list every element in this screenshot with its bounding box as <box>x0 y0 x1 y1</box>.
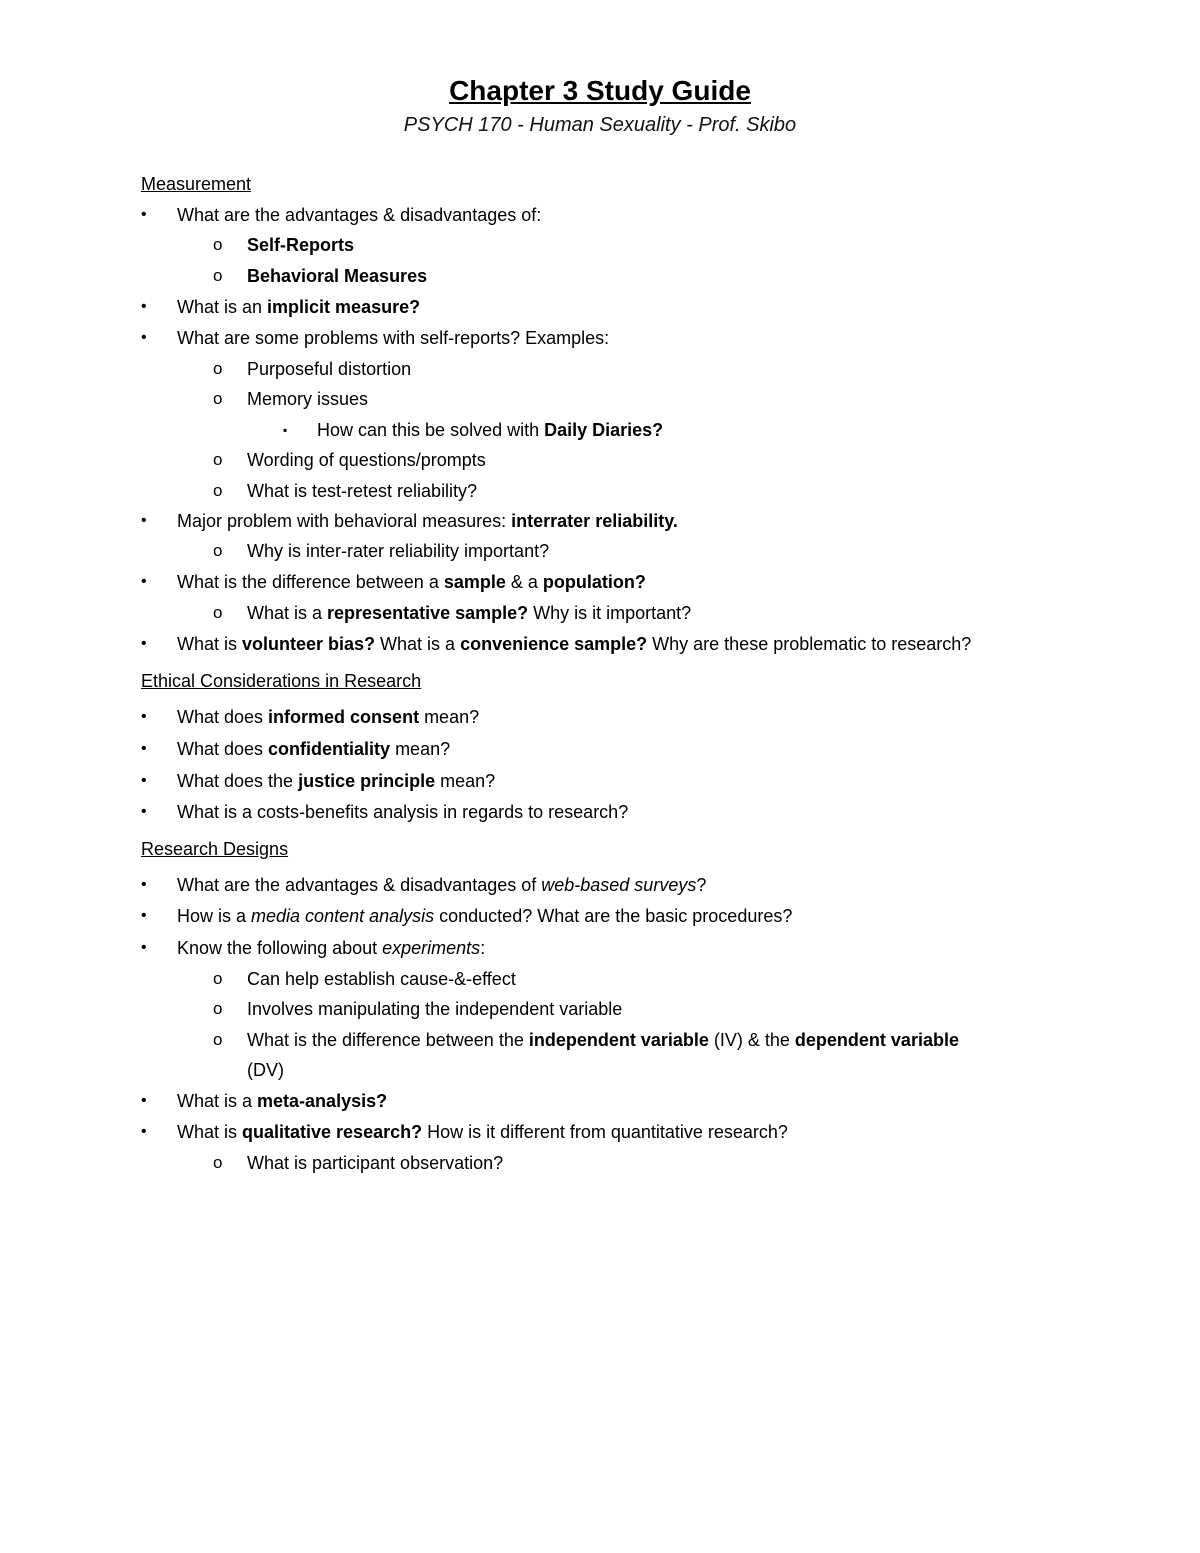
list-item: o What is the difference between the independent variable (IV) & the dependent variable <box>213 1030 959 1050</box>
bullet-icon: ▪ <box>283 423 288 437</box>
bullet-icon: • <box>141 512 147 529</box>
bullet-icon: o <box>213 450 223 469</box>
bullet-icon: • <box>141 635 147 652</box>
list-item: • What is a meta-analysis? <box>141 1091 388 1111</box>
page-subtitle: PSYCH 170 - Human Sexuality - Prof. Skibo <box>403 114 797 136</box>
bullet-icon: o <box>213 969 223 988</box>
section-heading-designs: Research Designs <box>141 839 289 859</box>
list-item: • Major problem with behavioral measures: interrater reliability. <box>141 511 678 531</box>
list-item: o Purposeful distortion <box>213 359 412 379</box>
bullet-icon: o <box>213 541 223 560</box>
list-item: o What is a representative sample? Why is it important? <box>213 603 692 623</box>
bullet-icon: • <box>141 907 147 924</box>
list-item: o Involves manipulating the independent variable <box>213 999 623 1019</box>
list-item: o Can help establish cause-&-effect <box>213 969 516 989</box>
bullet-icon: o <box>213 481 223 500</box>
bullet-icon: • <box>141 876 147 893</box>
list-item: o What is test-retest reliability? <box>213 481 478 501</box>
list-item: • What does confidentiality mean? <box>141 739 451 759</box>
list-item: • Know the following about experiments: <box>141 938 486 958</box>
section-heading-measurement: Measurement <box>141 174 252 194</box>
list-item: • What are some problems with self-reports? Examples: <box>141 328 610 348</box>
bullet-icon: o <box>213 1030 223 1049</box>
list-item: • What are the advantages & disadvantages of: <box>141 205 542 225</box>
bullet-icon: o <box>213 389 223 408</box>
list-item: o Behavioral Measures <box>213 266 428 286</box>
list-item: • What is qualitative research? How is it different from quantitative research? <box>141 1122 788 1142</box>
page-title: Chapter 3 Study Guide <box>449 75 751 106</box>
bullet-icon: • <box>141 1123 147 1140</box>
list-item: • What does the justice principle mean? <box>141 771 496 791</box>
bullet-icon: o <box>213 1153 223 1172</box>
list-item-continuation: (DV) <box>247 1060 284 1080</box>
bullet-icon: • <box>141 939 147 956</box>
bullet-icon: • <box>141 803 147 820</box>
list-item: ▪ How can this be solved with Daily Diaries? <box>283 420 664 440</box>
bullet-icon: o <box>213 999 223 1018</box>
list-item: o Self-Reports <box>213 235 355 255</box>
bullet-icon: • <box>141 573 147 590</box>
bullet-icon: • <box>141 329 147 346</box>
list-item: • What is volunteer bias? What is a convenience sample? Why are these problematic to research? <box>141 634 972 654</box>
bullet-icon: • <box>141 740 147 757</box>
bullet-icon: • <box>141 206 147 223</box>
list-item: o What is participant observation? <box>213 1153 504 1173</box>
bullet-icon: • <box>141 1092 147 1109</box>
list-item: o Wording of questions/prompts <box>213 450 486 470</box>
bullet-icon: • <box>141 772 147 789</box>
list-item: • What does informed consent mean? <box>141 707 480 727</box>
bullet-icon: o <box>213 359 223 378</box>
list-item: o Memory issues <box>213 389 369 409</box>
bullet-icon: o <box>213 235 223 254</box>
list-item: • How is a media content analysis conducted? What are the basic procedures? <box>141 906 793 926</box>
bullet-icon: • <box>141 298 147 315</box>
bullet-icon: o <box>213 266 223 285</box>
list-item: • What are the advantages & disadvantages of web-based surveys? <box>141 875 707 895</box>
bullet-icon: o <box>213 603 223 622</box>
list-item: • What is the difference between a sample & a population? <box>141 572 646 592</box>
list-item: • What is a costs-benefits analysis in regards to research? <box>141 802 629 822</box>
list-item: o Why is inter-rater reliability important? <box>213 541 550 561</box>
section-heading-ethics: Ethical Considerations in Research <box>141 671 422 691</box>
bullet-icon: • <box>141 708 147 725</box>
list-item: • What is an implicit measure? <box>141 297 421 317</box>
